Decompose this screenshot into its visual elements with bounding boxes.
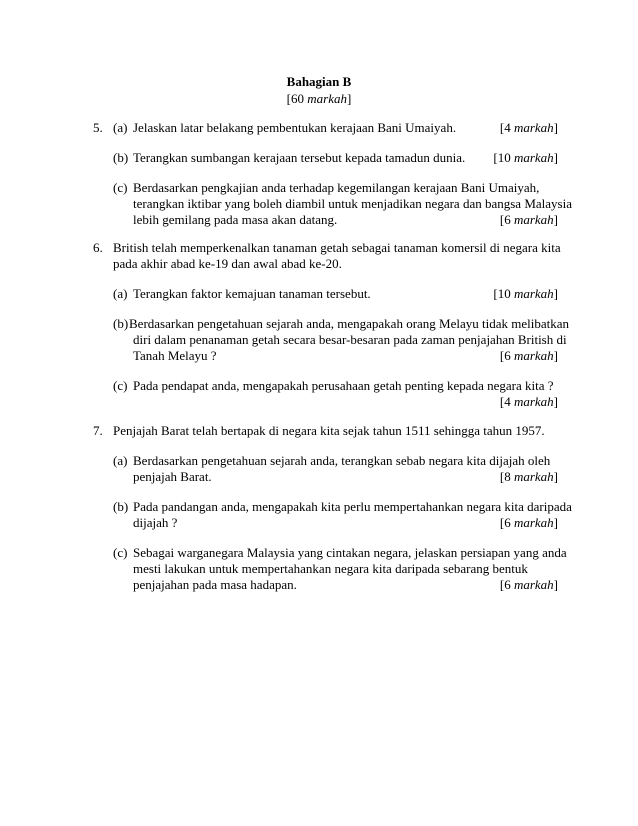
part-marks: [6 markah]	[499, 212, 558, 227]
part-label: (c)	[113, 180, 128, 195]
question-number: 7.	[93, 423, 103, 438]
part-text: Pada pandangan anda, mengapakah kita perlu mempertahankan negara kita daripada	[133, 499, 572, 514]
part-text: Berdasarkan pengetahuan sejarah anda, mengapakah orang Melayu tidak melibatkan	[129, 316, 570, 331]
question-number: 5.	[93, 120, 103, 135]
part-text: dijajah ?	[133, 515, 178, 530]
part-text: Sebagai warganegara Malaysia yang cintakan negara, jelaskan persiapan yang anda	[133, 545, 567, 560]
part-marks: [10 markah]	[493, 150, 558, 165]
part-label: (a)	[113, 120, 128, 135]
part-text: penjajah Barat.	[133, 469, 212, 484]
part-marks: [6 markah]	[499, 515, 558, 530]
part-text: diri dalam penanaman getah secara besar-besaran pada zaman penjajahan British di	[133, 332, 567, 347]
part-text: Terangkan sumbangan kerajaan tersebut kepada tamadun dunia.	[133, 150, 466, 165]
part-text: terangkan iktibar yang boleh diambil untuk menjadikan negara dan bangsa Malaysia	[133, 196, 572, 211]
part-text: Berdasarkan pengetahuan sejarah anda, terangkan sebab negara kita dijajah oleh	[133, 453, 551, 468]
part-label: (a)	[113, 286, 128, 301]
part-text: Pada pendapat anda, mengapakah perusahaan getah penting kepada negara kita ?	[133, 378, 554, 393]
part-marks: [6 markah]	[499, 577, 558, 592]
part-marks: [8 markah]	[499, 469, 558, 484]
part-label: (a)	[113, 453, 128, 468]
part-text: Tanah Melayu ?	[133, 348, 217, 363]
part-label: (b)	[113, 150, 129, 165]
part-text: penjajahan pada masa hadapan.	[133, 577, 297, 592]
question-stem: pada akhir abad ke-19 dan awal abad ke-20.	[113, 256, 342, 271]
part-marks: [4 markah]	[499, 120, 558, 135]
part-label: (c)	[113, 378, 128, 393]
part-marks: [4 markah]	[499, 394, 558, 409]
part-text: Berdasarkan pengkajian anda terhadap kegemilangan kerajaan Bani Umaiyah,	[133, 180, 540, 195]
part-label: (c)	[113, 545, 128, 560]
part-marks: [10 markah]	[493, 286, 558, 301]
part-label: (b)	[113, 316, 129, 331]
part-label: (b)	[113, 499, 129, 514]
question-number: 6.	[93, 240, 103, 255]
part-marks: [6 markah]	[499, 348, 558, 363]
part-text: lebih gemilang pada masa akan datang.	[133, 212, 338, 227]
part-text: Jelaskan latar belakang pembentukan kerajaan Bani Umaiyah.	[133, 120, 457, 135]
question-stem: Penjajah Barat telah bertapak di negara kita sejak tahun 1511 sehingga tahun 1957.	[113, 423, 545, 438]
part-text: Terangkan faktor kemajuan tanaman tersebut.	[133, 286, 371, 301]
section-total-marks: [60 markah]	[286, 91, 352, 106]
question-stem: British telah memperkenalkan tanaman getah sebagai tanaman komersil di negara kita	[113, 240, 561, 255]
part-text: mesti lakukan untuk mempertahankan negara kita daripada sebarang bentuk	[133, 561, 528, 576]
section-title: Bahagian B	[286, 74, 352, 89]
